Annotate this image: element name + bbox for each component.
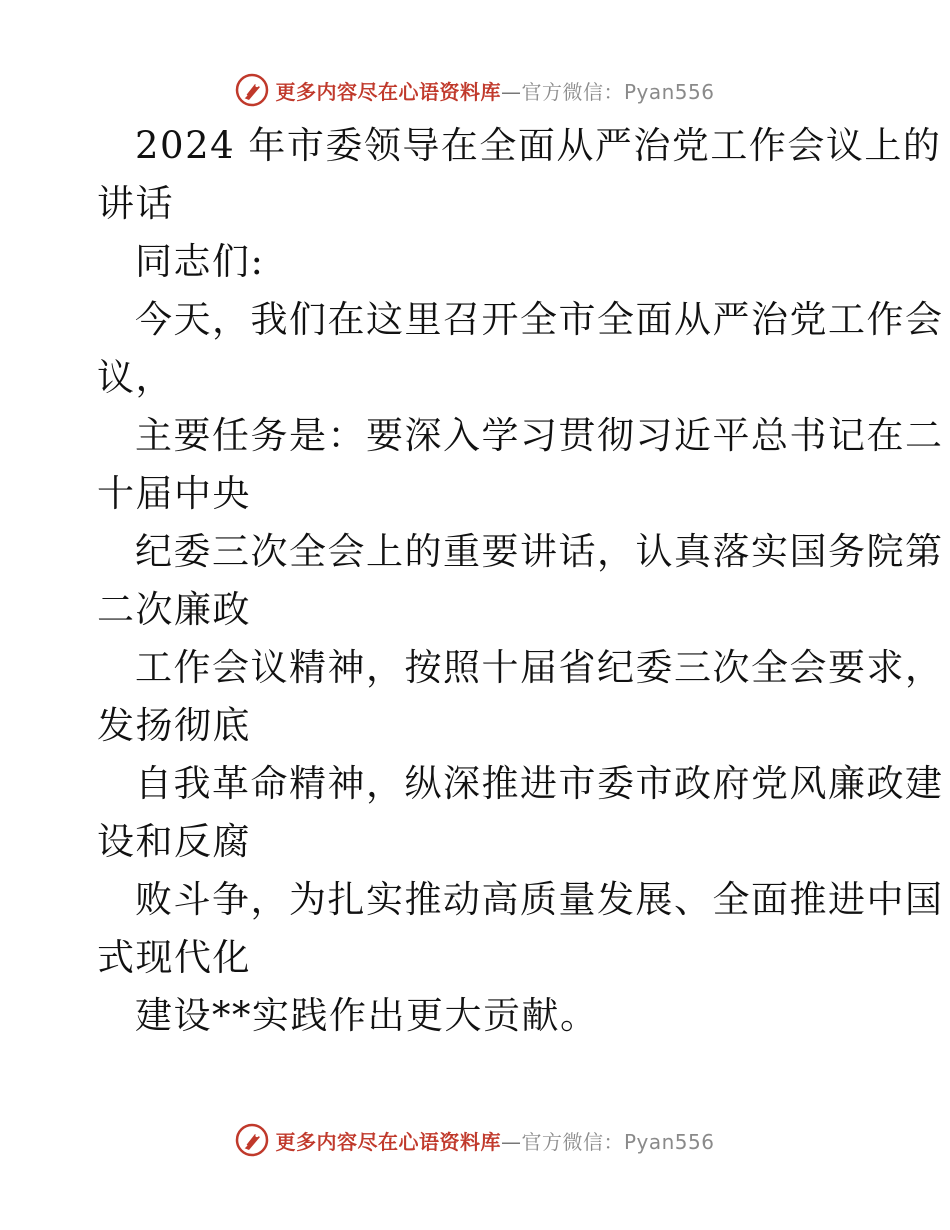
document-body (97, 117, 944, 1045)
paragraph-line: 自我革命精神，纵深推进市委市政府党风廉政建 (135, 762, 944, 805)
watermark-brand: 更多内容尽在心语资料库 (275, 79, 501, 104)
paragraph-line: 主要任务是：要深入学习贯彻习近平总书记在二 (135, 414, 944, 457)
watermark-text (275, 1126, 714, 1155)
paragraph-line: 败斗争，为扎实推动高质量发展、全面推进中国 (135, 878, 944, 921)
watermark-brand: 更多内容尽在心语资料库 (275, 1129, 501, 1154)
paragraph-line: 发扬彻底 (97, 704, 251, 747)
paragraph-line: 十届中央 (97, 472, 251, 515)
paragraph-line: 式现代化 (97, 936, 251, 979)
watermark-separator: — (500, 79, 522, 104)
header-watermark (0, 70, 950, 110)
title-line-2: 讲话 (97, 182, 174, 225)
watermark-contact: 官方微信：Pyan556 (521, 1129, 715, 1154)
paragraph-line: 议， (97, 356, 174, 399)
title-line-1: 2024 年市委领导在全面从严治党工作会议上的 (135, 124, 942, 167)
pen-nib-logo-icon (235, 73, 269, 107)
watermark-text (275, 76, 714, 105)
paragraph-line: 二次廉政 (97, 588, 251, 631)
paragraph-line: 设和反腐 (97, 820, 251, 863)
watermark-contact: 官方微信：Pyan556 (521, 79, 715, 104)
paragraph-line: 今天，我们在这里召开全市全面从严治党工作会 (135, 298, 944, 341)
footer-watermark (0, 1120, 950, 1160)
paragraph-line: 工作会议精神，按照十届省纪委三次全会要求， (135, 646, 944, 689)
paragraph-line: 建设**实践作出更大贡献。 (135, 994, 599, 1037)
watermark-separator: — (500, 1129, 522, 1154)
salutation: 同志们: (135, 240, 265, 283)
paragraph-line: 纪委三次全会上的重要讲话，认真落实国务院第 (135, 530, 944, 573)
pen-nib-logo-icon (235, 1123, 269, 1157)
